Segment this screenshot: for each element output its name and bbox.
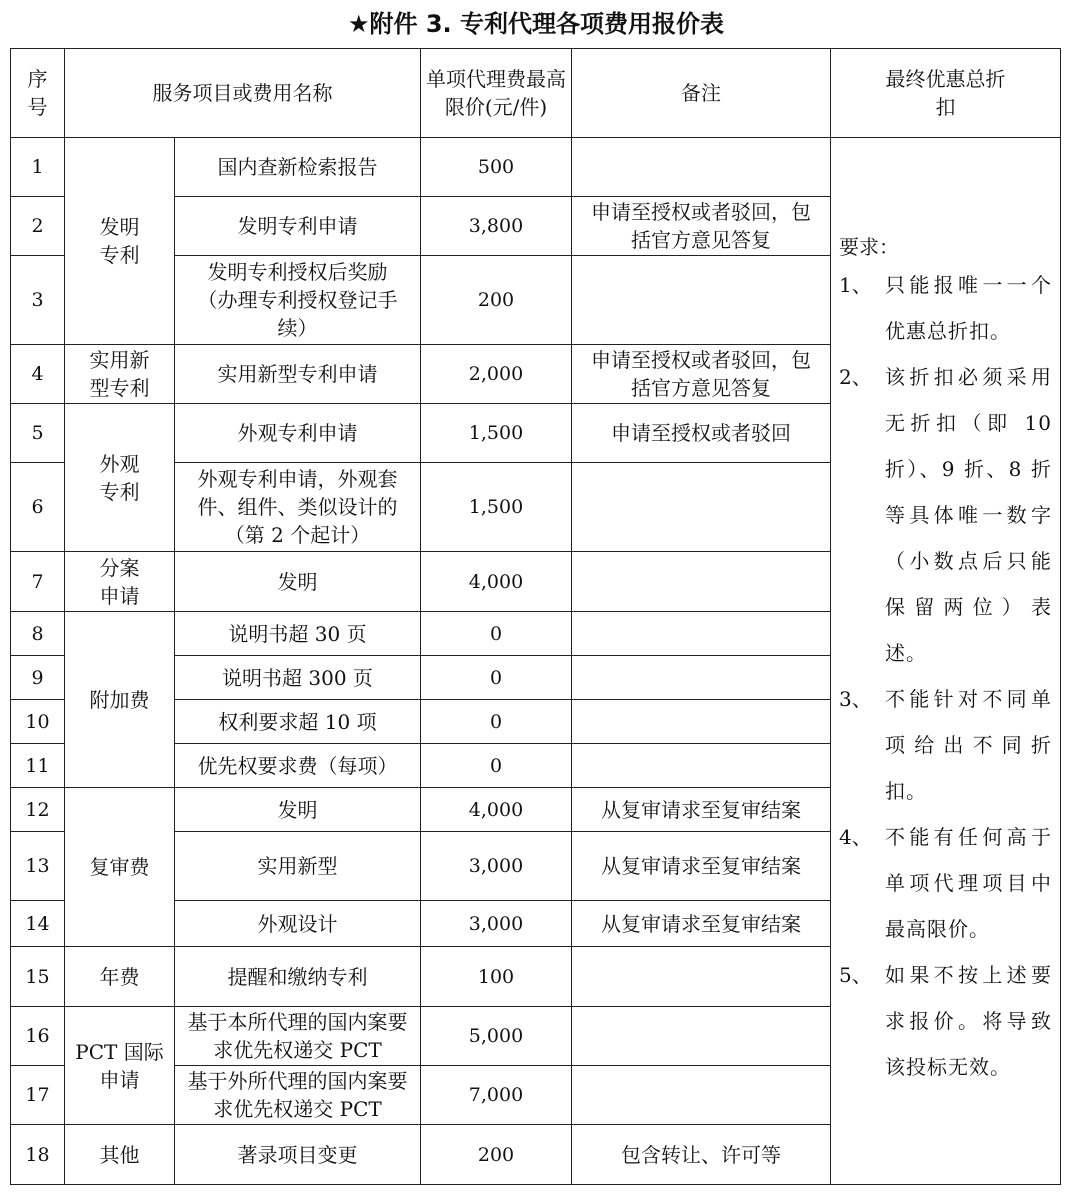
row-fee: 200 xyxy=(421,256,572,345)
row-item: 基于外所代理的国内案要求优先权递交 PCT xyxy=(175,1066,421,1125)
row-item: 著录项目变更 xyxy=(175,1125,421,1185)
requirement-number: 2、 xyxy=(839,365,872,389)
requirement-item xyxy=(839,262,1052,354)
group-invention: 发明专利 xyxy=(65,138,175,345)
row-item: 发明专利申请 xyxy=(175,197,421,256)
group-annual: 年费 xyxy=(65,947,175,1007)
row-item: 发明专利授权后奖励（办理专利授权登记手续） xyxy=(175,256,421,345)
requirement-text: 不能有任何高于单项代理项目中最高限价。 xyxy=(885,825,1052,941)
requirement-number: 4、 xyxy=(839,825,872,849)
requirements-heading: 要求： xyxy=(839,235,899,259)
group-pct: PCT 国际申请 xyxy=(65,1007,175,1125)
row-seq: 13 xyxy=(11,832,65,901)
row-fee: 500 xyxy=(421,138,572,197)
row-fee: 0 xyxy=(421,656,572,700)
table-header-row xyxy=(11,49,1061,138)
requirement-number: 1、 xyxy=(839,273,872,297)
row-seq: 2 xyxy=(11,197,65,256)
row-seq: 6 xyxy=(11,463,65,552)
group-design: 外观专利 xyxy=(65,404,175,552)
row-seq: 8 xyxy=(11,612,65,656)
row-seq: 16 xyxy=(11,1007,65,1066)
row-item: 实用新型专利申请 xyxy=(175,345,421,404)
row-note: 包含转让、许可等 xyxy=(572,1125,831,1185)
row-fee: 0 xyxy=(421,612,572,656)
requirement-text: 不能针对不同单项给出不同折扣。 xyxy=(885,687,1052,803)
group-surcharge: 附加费 xyxy=(65,612,175,788)
row-item: 外观设计 xyxy=(175,901,421,947)
row-seq: 9 xyxy=(11,656,65,700)
requirement-item xyxy=(839,952,1052,1090)
header-discount: 最终优惠总折扣 xyxy=(831,49,1061,138)
row-note: 从复审请求至复审结案 xyxy=(572,832,831,901)
row-item: 基于本所代理的国内案要求优先权递交 PCT xyxy=(175,1007,421,1066)
row-seq: 12 xyxy=(11,788,65,832)
row-fee: 4,000 xyxy=(421,788,572,832)
group-other: 其他 xyxy=(65,1125,175,1185)
row-fee: 0 xyxy=(421,744,572,788)
row-note xyxy=(572,612,831,656)
table-row xyxy=(11,138,1061,197)
document-title: ★附件 3. 专利代理各项费用报价表 xyxy=(347,10,725,38)
row-note xyxy=(572,138,831,197)
row-seq: 5 xyxy=(11,404,65,463)
requirement-text: 如果不按上述要求报价。将导致该投标无效。 xyxy=(885,963,1052,1079)
header-service: 服务项目或费用名称 xyxy=(65,49,421,138)
requirement-number: 3、 xyxy=(839,687,872,711)
row-item: 说明书超 300 页 xyxy=(175,656,421,700)
row-note xyxy=(572,1066,831,1125)
row-fee: 3,800 xyxy=(421,197,572,256)
row-item: 发明 xyxy=(175,552,421,612)
row-item: 说明书超 30 页 xyxy=(175,612,421,656)
row-item: 发明 xyxy=(175,788,421,832)
requirement-item xyxy=(839,354,1052,676)
row-seq: 14 xyxy=(11,901,65,947)
row-item: 提醒和缴纳专利 xyxy=(175,947,421,1007)
row-item: 权利要求超 10 项 xyxy=(175,700,421,744)
row-seq: 18 xyxy=(11,1125,65,1185)
row-fee: 200 xyxy=(421,1125,572,1185)
row-fee: 4,000 xyxy=(421,552,572,612)
row-fee: 2,000 xyxy=(421,345,572,404)
requirement-number: 5、 xyxy=(839,963,872,987)
row-fee: 3,000 xyxy=(421,832,572,901)
group-reexam: 复审费 xyxy=(65,788,175,947)
requirement-text: 该折扣必须采用无折扣（即 10 折）、9 折、8 折等具体唯一数字（小数点后只能保留两位）表述。 xyxy=(885,365,1052,665)
fee-table xyxy=(10,48,1061,1185)
row-note xyxy=(572,744,831,788)
group-utility: 实用新型专利 xyxy=(65,345,175,404)
row-seq: 10 xyxy=(11,700,65,744)
row-note: 申请至授权或者驳回 xyxy=(572,404,831,463)
row-note xyxy=(572,656,831,700)
row-note xyxy=(572,947,831,1007)
row-fee: 0 xyxy=(421,700,572,744)
row-note: 从复审请求至复审结案 xyxy=(572,901,831,947)
requirement-item xyxy=(839,676,1052,814)
header-seq: 序号 xyxy=(11,49,65,138)
row-note: 从复审请求至复审结案 xyxy=(572,788,831,832)
row-seq: 11 xyxy=(11,744,65,788)
row-seq: 7 xyxy=(11,552,65,612)
row-item: 外观专利申请，外观套件、组件、类似设计的（第 2 个起计） xyxy=(175,463,421,552)
row-fee: 1,500 xyxy=(421,404,572,463)
row-seq: 4 xyxy=(11,345,65,404)
row-note xyxy=(572,256,831,345)
row-note xyxy=(572,700,831,744)
row-fee: 100 xyxy=(421,947,572,1007)
header-note: 备注 xyxy=(572,49,831,138)
header-fee: 单项代理费最高限价(元/件) xyxy=(421,49,572,138)
row-fee: 7,000 xyxy=(421,1066,572,1125)
row-item: 外观专利申请 xyxy=(175,404,421,463)
row-seq: 15 xyxy=(11,947,65,1007)
row-seq: 3 xyxy=(11,256,65,345)
row-note: 申请至授权或者驳回，包括官方意见答复 xyxy=(572,197,831,256)
row-fee: 1,500 xyxy=(421,463,572,552)
row-fee: 5,000 xyxy=(421,1007,572,1066)
row-note: 申请至授权或者驳回，包括官方意见答复 xyxy=(572,345,831,404)
discount-requirements xyxy=(831,138,1061,1185)
row-item: 实用新型 xyxy=(175,832,421,901)
group-divisional: 分案申请 xyxy=(65,552,175,612)
requirement-item xyxy=(839,814,1052,952)
requirement-text: 只能报唯一一个优惠总折扣。 xyxy=(885,273,1052,343)
row-note xyxy=(572,1007,831,1066)
row-item: 优先权要求费（每项） xyxy=(175,744,421,788)
row-item: 国内查新检索报告 xyxy=(175,138,421,197)
row-fee: 3,000 xyxy=(421,901,572,947)
row-seq: 1 xyxy=(11,138,65,197)
row-note xyxy=(572,552,831,612)
row-seq: 17 xyxy=(11,1066,65,1125)
row-note xyxy=(572,463,831,552)
